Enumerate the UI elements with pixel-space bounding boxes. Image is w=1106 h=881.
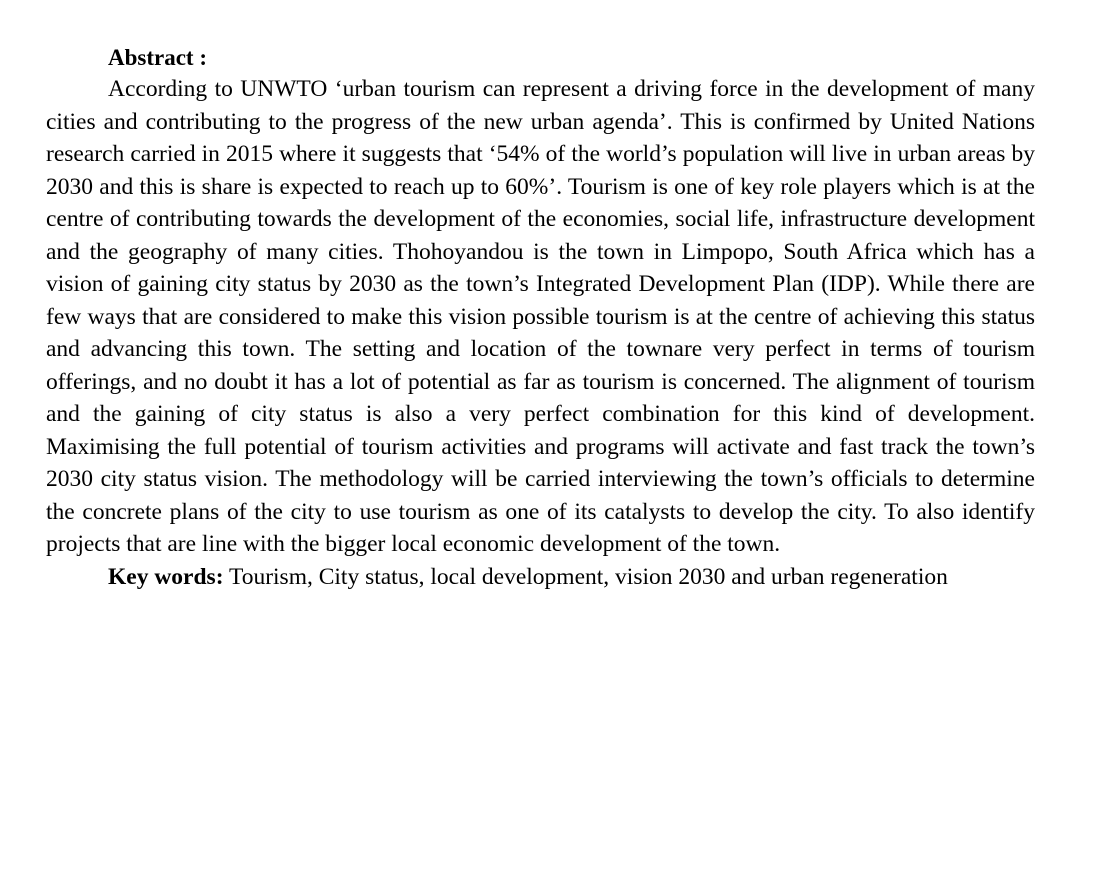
abstract-section — [46, 43, 1035, 593]
abstract-heading: Abstract : — [108, 45, 207, 70]
keywords-line — [46, 561, 1035, 594]
abstract-body: According to UNWTO ‘urban tourism can represent a driving force in the development of many cities and contributing to the progress of the new urban agenda’. This is confirmed by United Nations research carried in 2015 where it suggests that ‘54% of the world’s population will live in urban areas by 2030 and this is share is expected to reach up to 60%’. Tourism is one of key role players which is at the centre of contributing towards the development of the economies, social life, infrastructure development and the geography of many cities. Thohoyandou is the town in Limpopo, South Africa which has a vision of gaining city status by 2030 as the town’s Integrated Development Plan (IDP). While there are few ways that are considered to make this vision possible tourism is at the centre of achieving this status and advancing this town. The setting and location of the townare very perfect in terms of tourism offerings, and no doubt it has a lot of potential as far as tourism is concerned. The alignment of tourism and the gaining of city status is also a very perfect combination for this kind of development. Maximising the full potential of tourism activities and programs will activate and fast track the town’s 2030 city status vision. The methodology will be carried interviewing the town’s officials to determine the concrete plans of the city to use tourism as one of its catalysts to develop the city. To also identify projects that are line with the bigger local economic development of the town. — [46, 76, 1035, 557]
keywords-text: Tourism, City status, local development, vision 2030 and urban regeneration — [223, 563, 948, 590]
keywords-label: Key words: — [108, 563, 224, 590]
